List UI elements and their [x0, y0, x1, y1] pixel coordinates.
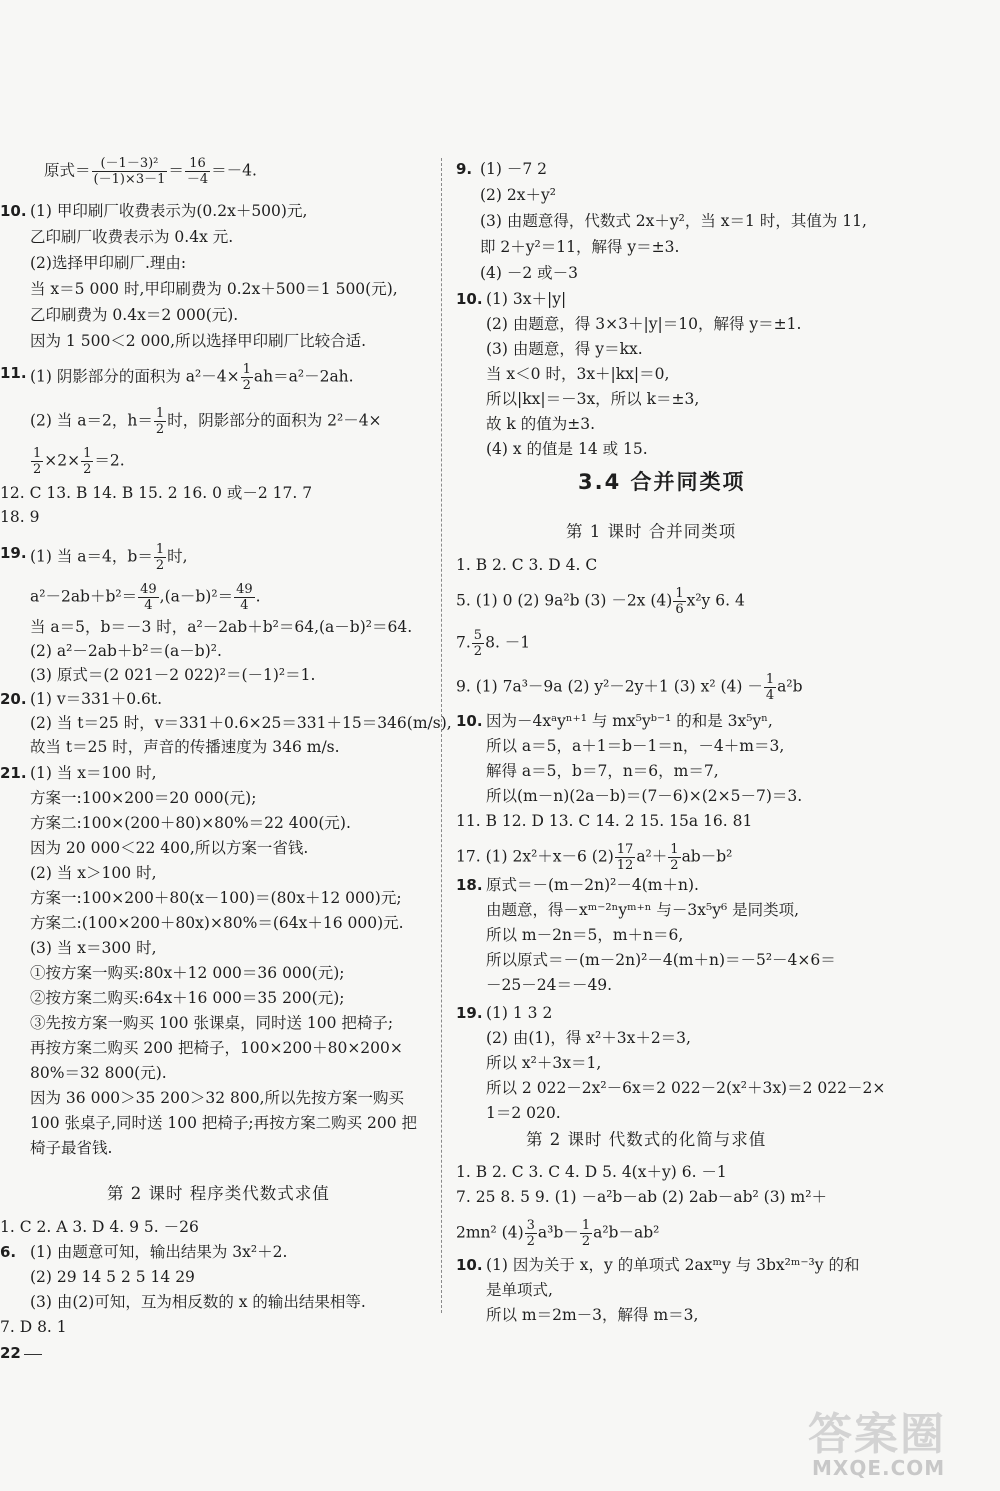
answer-line: (4) x 的值是 14 或 15.: [486, 440, 648, 458]
text: .: [255, 587, 261, 606]
denominator: 4: [240, 598, 249, 613]
q9-expression-line: [44, 156, 257, 187]
numerator: 1: [155, 542, 165, 557]
answer-line: (2) 由(1)，得 x²＋3x＋2＝3,: [486, 1029, 691, 1047]
denominator: 2: [155, 422, 165, 437]
text: 7.: [456, 633, 471, 652]
answer-line: (1) －7 2: [480, 160, 548, 178]
answer-line: (2) a²－2ab＋b²＝(a－b)².: [30, 642, 222, 660]
answer-line: (1) 因为关于 x，y 的单项式 2axᵐy 与 3bx²ᵐ⁻³y 的和: [486, 1256, 860, 1274]
numerator: 1: [83, 446, 92, 461]
answer-line: 当 a＝5，b＝－3 时，a²－2ab＋b²＝64,(a－b)²＝64.: [30, 618, 413, 636]
answer-line: 7. D 8. 1: [0, 1318, 67, 1336]
fraction: [668, 842, 680, 873]
answer-line: 12. C 13. B 14. B 15. 2 16. 0 或－2 17. 7: [0, 484, 313, 502]
numerator: 17: [616, 842, 634, 857]
answer-line: (1) v＝331＋0.6t.: [30, 690, 163, 708]
q-num: 10.: [456, 1256, 483, 1274]
denominator: (－1)×3－1: [93, 172, 166, 187]
answer-line: 所以 a＝5，a＋1＝b－1＝n，－4＋m＝3,: [486, 737, 785, 755]
text: 5. (1) 0 (2) 9a²b (3) －2x (4): [456, 591, 673, 610]
answer-line: 所以(m－n)(2a－b)＝(7－6)×(2×5－7)＝3.: [486, 787, 803, 805]
answer-line: 是单项式,: [486, 1281, 553, 1299]
answer-line: (2) 2x＋y²: [480, 186, 556, 204]
text: 8. －1: [485, 633, 531, 652]
text: ＝: [168, 161, 184, 180]
answer-line: 因为 20 000＜22 400,所以方案一省钱.: [30, 839, 309, 857]
fraction: [764, 672, 776, 703]
q-num: 6.: [0, 1243, 17, 1261]
answer-line: 1. B 2. C 3. C 4. D 5. 4(x＋y) 6. －1: [456, 1163, 727, 1181]
denominator: 2: [473, 644, 483, 659]
fraction: [241, 362, 253, 393]
denominator: 2: [33, 462, 42, 477]
question-number: [0, 362, 27, 384]
answer-line: (3) 原式＝(2 021－2 022)²＝(－1)²＝1.: [30, 666, 316, 684]
text: a²＋: [636, 847, 668, 866]
answer-line: 乙印刷厂收费表示为 0.4x 元.: [30, 228, 234, 246]
answer-line: 7. 25 8. 5 9. (1) －a²b－ab (2) 2ab－ab² (3) m²＋: [456, 1188, 827, 1206]
lesson-heading: 第 2 课时 程序类代数式求值: [107, 1184, 330, 1203]
lesson-heading: 第 2 课时 代数式的化简与求值: [526, 1130, 767, 1149]
answer-line: 故当 t＝25 时，声音的传播速度为 346 m/s.: [30, 738, 340, 756]
question-number: [0, 1241, 16, 1263]
denominator: 12: [616, 858, 634, 873]
text: a³b－: [537, 1223, 579, 1242]
section-heading: 3.4 合并同类项: [578, 470, 746, 494]
answer-line: [456, 842, 732, 873]
text: ah＝a²－2ah.: [253, 367, 354, 386]
answer-line: 解得 a＝5，b＝7，n＝6，m＝7,: [486, 762, 719, 780]
watermark-url: MXQE.COM: [812, 1456, 946, 1480]
q-num: 9.: [456, 160, 473, 178]
answer-line: [30, 542, 188, 573]
answer-line: －25－24＝－49.: [486, 976, 613, 994]
fraction: [525, 1218, 537, 1249]
answer-line: 1. C 2. A 3. D 4. 9 5. －26: [0, 1218, 199, 1236]
numerator: 1: [155, 406, 165, 421]
answer-line: 即 2＋y²＝11，解得 y＝±3.: [480, 238, 680, 256]
question-number: [0, 762, 27, 784]
answer-line: 因为 1 500＜2 000,所以选择甲印刷厂比较合适.: [30, 332, 367, 350]
fraction: [154, 542, 166, 573]
fraction: [185, 156, 210, 187]
text: 2mn² (4): [456, 1223, 524, 1242]
answer-line: 方案一:100×200＋80(x－100)＝(80x＋12 000)元;: [30, 889, 402, 907]
question-number: [0, 200, 27, 222]
denominator: 2: [581, 1234, 591, 1249]
denominator: －4: [186, 172, 209, 187]
denominator: 4: [765, 688, 775, 703]
fraction: [234, 582, 255, 613]
answer-line: 方案二:100×(200＋80)×80%＝22 400(元).: [30, 814, 351, 832]
answer-line: 方案二:(100×200＋80x)×80%＝(64x＋16 000)元.: [30, 914, 404, 932]
answer-line: (3) 由题意，得 y＝kx.: [486, 340, 643, 358]
numerator: 16: [185, 156, 210, 172]
answer-line: ①按方案一购买:80x＋12 000＝36 000(元);: [30, 964, 345, 982]
q-num: 10.: [456, 712, 483, 730]
denominator: 2: [155, 558, 165, 573]
answer-line: (3) 由题意得，代数式 2x＋y²，当 x＝1 时，其值为 11,: [480, 212, 867, 230]
lesson-heading: 第 1 课时 合并同类项: [566, 522, 737, 541]
answer-line: 所以 x²＋3x＝1,: [486, 1054, 602, 1072]
question-number: [0, 688, 27, 710]
text: (2) 当 a＝2，h＝: [30, 411, 153, 430]
answer-line: 所以 m－2n＝5，m＋n＝6,: [486, 926, 684, 944]
answer-line: 所以 2 022－2x²－6x＝2 022－2(x²＋3x)＝2 022－2×: [486, 1079, 886, 1097]
answer-line: 乙印刷费为 0.4x＝2 000(元).: [30, 306, 239, 324]
numerator: 49: [140, 582, 157, 597]
answer-line: [456, 628, 530, 659]
numerator: 1: [675, 586, 684, 601]
answer-line: ②按方案二购买:64x＋16 000＝35 200(元);: [30, 989, 345, 1007]
answer-line: [456, 586, 745, 617]
answer-line: (3) 由(2)可知，互为相反数的 x 的输出结果相等.: [30, 1293, 366, 1311]
answer-line: 80%＝32 800(元).: [30, 1064, 167, 1082]
answer-line: 11. B 12. D 13. C 14. 2 15. 15a 16. 81: [456, 812, 753, 830]
q-num: 11.: [0, 364, 27, 382]
answer-line: [30, 362, 354, 393]
answer-line: (1) 3x＋|y|: [486, 290, 567, 308]
column-divider: [441, 158, 442, 1313]
denominator: 2: [242, 378, 251, 393]
answer-line: 椅子最省钱.: [30, 1139, 113, 1157]
answer-line: [30, 446, 125, 477]
answer-line: [456, 672, 803, 703]
fraction: [615, 842, 636, 873]
text: ab－b²: [681, 847, 733, 866]
question-number: [456, 710, 483, 732]
text: a²－2ab＋b²＝: [30, 587, 138, 606]
answer-line: 18. 9: [0, 508, 40, 526]
numerator: 1: [242, 362, 251, 377]
numerator: 1: [33, 446, 42, 461]
numerator: 5: [473, 628, 483, 643]
fraction: [580, 1218, 592, 1249]
answer-line: 再按方案二购买 200 把椅子，100×200＋80×200×: [30, 1039, 403, 1057]
numerator: 49: [236, 582, 253, 597]
answer-line: 100 张桌子,同时送 100 把椅子;再按方案二购买 200 把: [30, 1114, 418, 1132]
fraction: [138, 582, 159, 613]
text: 时,: [167, 547, 188, 566]
text: 原式＝: [44, 161, 91, 180]
answer-line: (2) 当 x＞100 时,: [30, 864, 157, 882]
answer-line: 原式＝－(m－2n)²－4(m＋n).: [486, 876, 699, 894]
answer-line: (2) 29 14 5 2 5 14 29: [30, 1268, 195, 1286]
answer-line: 故 k 的值为±3.: [486, 415, 596, 433]
answer-line: (2)选择甲印刷厂.理由:: [30, 254, 187, 272]
text: a²b: [777, 677, 803, 696]
answer-line: [456, 1218, 659, 1249]
denominator: 2: [83, 462, 92, 477]
question-number: [0, 542, 27, 564]
text: 9. (1) 7a³－9a (2) y²－2y＋1 (3) x² (4) －: [456, 677, 763, 696]
q-num: 21.: [0, 764, 27, 782]
text: ,(a－b)²＝: [159, 587, 234, 606]
answer-line: (2) 由题意，得 3×3＋|y|＝10，解得 y＝±1.: [486, 315, 802, 333]
text: 17. (1) 2x²＋x－6 (2): [456, 847, 614, 866]
text: ×2×: [44, 451, 81, 470]
numerator: (－1－3)²: [92, 156, 168, 172]
answer-line: (1) 1 3 2: [486, 1004, 553, 1022]
answer-line: 当 x＝5 000 时,甲印刷费为 0.2x＋500＝1 500(元),: [30, 280, 398, 298]
answer-line: ③先按方案一购买 100 张课桌，同时送 100 把椅子;: [30, 1014, 394, 1032]
denominator: 4: [144, 598, 153, 613]
page-number: 22: [0, 1344, 21, 1362]
answer-line: 方案一:100×200＝20 000(元);: [30, 789, 257, 807]
answer-line: 因为－4xᵃyⁿ⁺¹ 与 mx⁵yᵇ⁻¹ 的和是 3x⁵yⁿ,: [486, 712, 773, 730]
q-num: 18.: [456, 876, 483, 894]
answer-line: (3) 当 x＝300 时,: [30, 939, 157, 957]
text: 时，阴影部分的面积为 2²－4×: [167, 411, 382, 430]
answer-line: [30, 582, 261, 613]
answer-line: 因为 36 000＞35 200＞32 800,所以先按方案一购买: [30, 1089, 405, 1107]
denominator: 2: [526, 1234, 535, 1249]
text: x²y 6. 4: [686, 591, 745, 610]
answer-line: (4) －2 或－3: [480, 264, 579, 282]
numerator: 1: [670, 842, 679, 857]
numerator: 3: [526, 1218, 535, 1233]
answer-line: 当 x＜0 时，3x＋|kx|＝0,: [486, 365, 670, 383]
q-num: 19.: [456, 1004, 483, 1022]
fraction: [154, 406, 166, 437]
q-num: 20.: [0, 690, 27, 708]
question-number: [456, 1254, 483, 1276]
text: a²b－ab²: [593, 1223, 660, 1242]
numerator: 1: [765, 672, 775, 687]
denominator: 2: [670, 858, 679, 873]
answer-line: [30, 406, 382, 437]
fraction: [472, 628, 484, 659]
answer-line: 1＝2 020.: [486, 1104, 561, 1122]
answer-line: 所以 m＝2m－3，解得 m＝3,: [486, 1306, 699, 1324]
text: (1) 当 a＝4，b＝: [30, 547, 153, 566]
fraction: [673, 586, 685, 617]
page-number-dash: [24, 1354, 42, 1355]
question-number: [456, 874, 483, 896]
numerator: 1: [581, 1218, 591, 1233]
q-num: 19.: [0, 544, 27, 562]
q-num: 10.: [456, 290, 483, 308]
watermark-logo: 答案圈: [808, 1409, 946, 1460]
q-num: 10.: [0, 202, 27, 220]
denominator: 6: [675, 602, 684, 617]
answer-line: 由题意，得－xᵐ⁻²ⁿyᵐ⁺ⁿ 与－3x⁵y⁶ 是同类项,: [486, 901, 800, 919]
question-number: [456, 288, 483, 310]
text: ＝2.: [94, 451, 125, 470]
answer-line: 所以原式＝－(m－2n)²－4(m＋n)＝－5²－4×6＝: [486, 951, 836, 969]
answer-line: (2) 当 t＝25 时，v＝331＋0.6×25＝331＋15＝346(m/s),: [30, 714, 452, 732]
text: ＝－4.: [211, 161, 257, 180]
fraction: [81, 446, 93, 477]
answer-line: 所以|kx|＝－3x，所以 k＝±3,: [486, 390, 700, 408]
answer-line: (1) 当 x＝100 时,: [30, 764, 157, 782]
question-number: [456, 158, 472, 180]
text: (1) 阴影部分的面积为 a²－4×: [30, 367, 240, 386]
question-number: [456, 1002, 483, 1024]
fraction: [92, 156, 168, 187]
fraction: [31, 446, 43, 477]
answer-line: (1) 由题意可知，输出结果为 3x²＋2.: [30, 1243, 288, 1261]
answer-line: (1) 甲印刷厂收费表示为(0.2x＋500)元,: [30, 202, 308, 220]
answer-line: 1. B 2. C 3. D 4. C: [456, 556, 598, 574]
